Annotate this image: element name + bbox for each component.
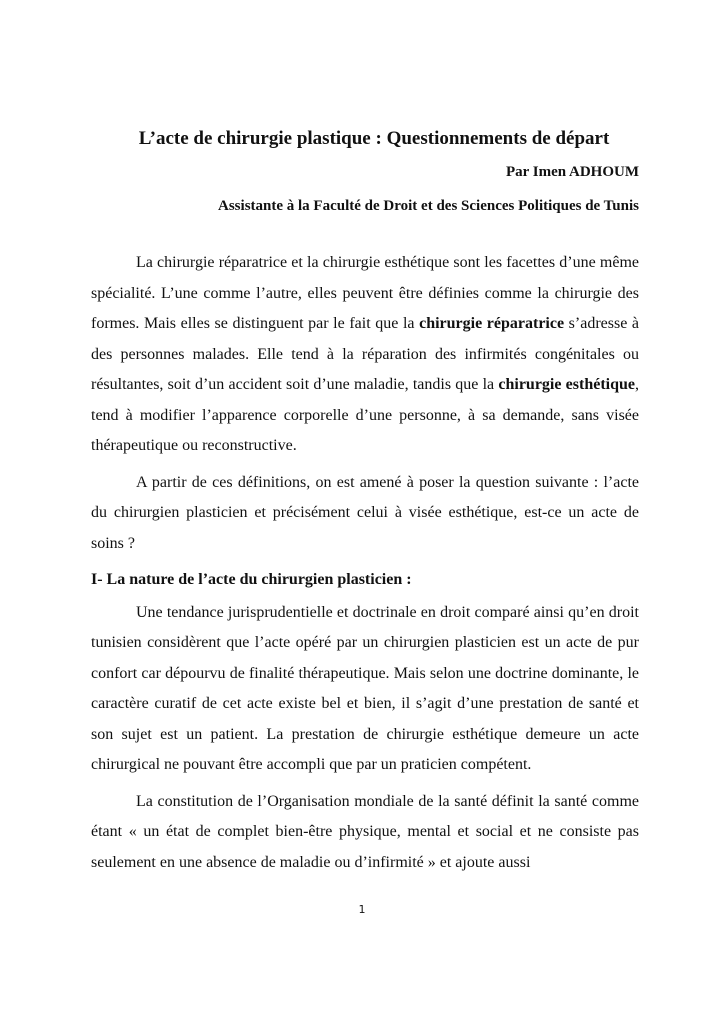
section-heading: I- La nature de l’acte du chirurgien plasticien : [91,571,412,588]
document-body [91,124,639,878]
paragraph-4: La constitution de l’Organisation mondiale de la santé définit la santé comme étant « un état de complet bien-être physique, mental et social et ne consiste pas seulement en une absence de maladie ou d’infirmité » et ajoute aussi [91,792,639,871]
term-chirurgie-reparatrice: chirurgie réparatrice [419,315,565,332]
affiliation-line: Assistante à la Faculté de Droit et des Sciences Politiques de Tunis [218,198,639,214]
term-chirurgie-esthetique: chirurgie esthétique [498,376,636,393]
page-title: L’acte de chirurgie plastique : Questionnements de départ [138,128,610,149]
paragraph-1-text-c: , tend à modifier l’apparence corporelle d’une personne, à sa demande, sans visée thérapeutique ou reconstructive. [91,376,640,454]
paragraph-3: Une tendance jurisprudentielle et doctrinale en droit comparé ainsi qu’en droit tunisien considèrent que l’acte opéré par un chirurgien plasticien est un acte de pur confort car dépourvu de finalité thérapeutique. Mais selon une doctrine dominante, le caractère curatif de cet acte existe bel et bien, il s’agit d’une prestation de santé et son sujet est un patient. La prestation de chirurgie esthétique demeure un acte chirurgical ne pouvant être accompli que par un praticien compétent. [91,603,639,773]
paragraph-1 [91,248,639,462]
page-number: 1 [358,903,366,916]
paragraph-1-text-a: La chirurgie réparatrice et la chirurgie esthétique sont les facettes d’une même spécialité. L’une comme l’autre, elles peuvent être définies comme la chirurgie des formes. Mais elles se distinguent par le fait que la [91,254,639,332]
paragraph-1-text-b: s’adresse à des personnes malades. Elle tend à la réparation des infirmités congénitales ou résultantes, soit d’un accident soit d’une maladie, tandis que la [91,315,640,393]
author-line: Par Imen ADHOUM [505,164,639,180]
paragraph-2: A partir de ces définitions, on est amené à poser la question suivante : l’acte du chirurgien plasticien et précisément celui à visée esthétique, est-ce un acte de soins ? [91,473,639,552]
